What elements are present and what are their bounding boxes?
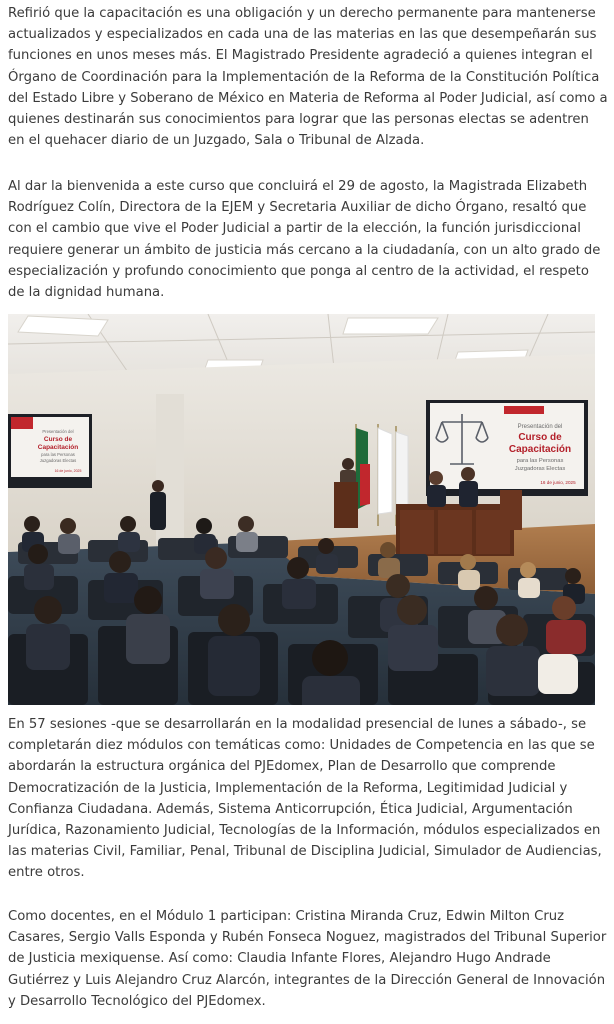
article-paragraph-1: Refirió que la capacitación es una obligación y un derecho permanente para mantenerse actualizados y especializados en cada una de las materias en las que desempeñarán sus funciones en unos meses más. El Magistrado Presidente agradeció a quienes integran el Órgano de Coordinación para la Implementación de la Reforma de la Constitución Política del Estado Libre y Soberano de México en Materia de Reforma al Poder Judicial, así como a quienes destinarán sus conocimientos para lograr que las personas electas se adentren en el quehacer diario de un Juzgado, Sala o Tribunal de Alzada.	[8, 6, 608, 149]
svg-text:16 de junio, 2025: 16 de junio, 2025	[54, 469, 82, 473]
article-paragraph-4: Como docentes, en el Módulo 1 participan: Cristina Miranda Cruz, Edwin Milton Cruz Casares, Sergio Valls Esponda y Rubén Fonseca Noguez, magistrados del Tribunal Superior de Justicia mexiquense. Así como: Claudia Infante Flores, Alejandro Hugo Andrade Gutiérrez y Luis Alejandro Cruz Alarcón, integrantes de la Dirección General de Innovación y Desarrollo Tecnológico del PJEdomex.	[8, 909, 607, 1009]
svg-text:Capacitación: Capacitación	[37, 444, 79, 451]
left-screen	[8, 414, 92, 488]
auditorium-illustration	[8, 314, 595, 705]
svg-text:Juzgadoras Electas: Juzgadoras Electas	[39, 458, 77, 463]
article-paragraph-2: Al dar la bienvenida a este curso que concluirá el 29 de agosto, la Magistrada Elizabeth Rodríguez Colín, Directora de la EJEM y Secretaria Auxiliar de dicho Órgano, resaltó que con el cambio que vive el Poder Judicial a partir de la elección, la función jurisdiccional requiere generar un ámbito de justicia más cercano a la ciudadanía, con un alto grado de especialización y profundo conocimiento que ponga al centro de la actividad, el respeto de la dignidad humana.	[8, 179, 601, 301]
event-photo	[8, 314, 595, 705]
svg-text:Capacitación: Capacitación	[508, 444, 572, 455]
right-screen	[426, 400, 588, 496]
article-paragraph-3: En 57 sesiones -que se desarrollarán en la modalidad presencial de lunes a sábado-, se completarán diez módulos con temáticas como: Unidades de Competencia en las que se abordarán la estructura orgánica del PJEdomex, Plan de Desarrollo que comprende Democratización de la Justicia, Implementación de la Reforma, Legitimidad Judicial y Confianza Ciudadana. Además, Sistema Anticorrupción, Ética Judicial, Argumentación Jurídica, Razonamiento Judicial, Tecnologías de la Información, módulos especializados en las materias Civil, Familiar, Penal, Tribunal de Disciplina Judicial, Simulador de Audiencias, entre otros.	[8, 717, 602, 881]
svg-text:para las Personas: para las Personas	[41, 452, 75, 457]
svg-text:para las Personas: para las Personas	[516, 458, 564, 464]
svg-text:Presentación del: Presentación del	[42, 429, 74, 434]
svg-text:16 de junio, 2025: 16 de junio, 2025	[540, 480, 576, 485]
svg-text:Juzgadoras Electas: Juzgadoras Electas	[514, 466, 566, 472]
svg-text:Presentación del: Presentación del	[517, 424, 563, 430]
svg-text:Curso de: Curso de	[43, 436, 73, 443]
svg-text:Curso de: Curso de	[518, 432, 562, 443]
